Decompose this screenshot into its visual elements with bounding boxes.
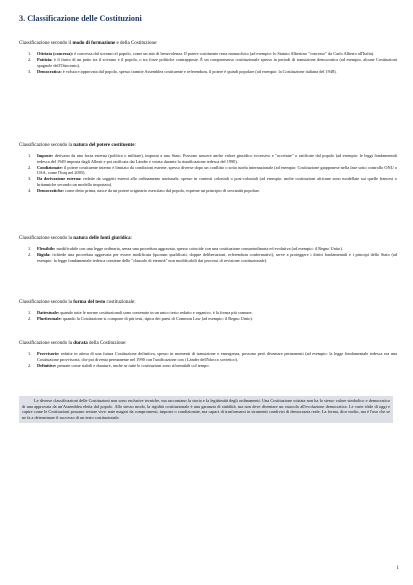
- section-intro: [19, 41, 397, 47]
- item-text: è voluta e approvata dal popolo, spesso tramite Assemblea costituente e referendum, il potere è quindi popolare (ad esempio: la Costituzione italiana del 1948).: [61, 68, 337, 74]
- list-item: [19, 363, 397, 369]
- item-number: 2.: [28, 252, 32, 258]
- list-item: [19, 51, 397, 57]
- item-text: è il frutto di un patto tra il sovrano e il popolo, o tra forze politiche contrapposte. È un compromesso costituzionale spesso in periodi di transizione democratica (ad esempio, alcune Costituzioni spagnole dell'Ottocento).: [37, 57, 397, 68]
- section-intro: [19, 341, 397, 347]
- item-number: 1.: [28, 351, 32, 357]
- intro-text: Classificazione secondo la: [19, 236, 74, 241]
- item-label: Imposte:: [37, 153, 54, 159]
- intro-criterion: durata: [73, 341, 88, 346]
- list-item: [19, 69, 397, 75]
- item-label: Flessibile:: [37, 246, 56, 252]
- item-number: 2.: [28, 164, 32, 170]
- list-item: [19, 165, 397, 176]
- page-title: 3. Classificazione delle Costituzioni: [19, 14, 142, 23]
- item-label: Democratiche:: [37, 187, 64, 193]
- item-number: 2.: [28, 362, 32, 368]
- intro-text: Classificazione secondo la: [19, 341, 74, 346]
- section-intro: [19, 143, 397, 149]
- intro-text-end: e della Costituzione:: [115, 41, 158, 46]
- item-number: 1.: [28, 153, 32, 159]
- section-formazione: [19, 41, 397, 75]
- item-label: Da derivazione esterna:: [37, 176, 82, 182]
- item-number: 4.: [28, 187, 32, 193]
- item-text: derivano da una forza esterna (politica o militare), imposta a uno Stato. Possono nascere anche valore giuridico eccessivo e "accettate" o ratificate dal popolo (ad esempio: le leggi fondamentali tedesca del 1949 imposta dagli Alleati e poi ratificata dai Länder e votata durante la riunificazione tedesca del 1990).: [37, 153, 397, 164]
- item-label: Definitive:: [37, 362, 57, 368]
- item-label: Pattizia:: [37, 57, 53, 63]
- item-text: richiede una procedura aggravata per essere modificata (quorum qualificati, doppie deliberazioni, referendum confermativi), serve a proteggere i diritti fondamentali e i principi dello Stato (ad esempio: la legge fondamentale tedesca contiene delle "clausole di eternità" non modificabili dai processi di revisione costituzionale).: [37, 252, 397, 263]
- item-label: Ottriata (concessa):: [37, 51, 74, 57]
- intro-text-end: della Costituzione:: [87, 341, 127, 346]
- item-number: 1.: [28, 51, 32, 57]
- intro-text: Classificazione secondo il: [19, 41, 73, 46]
- classification-list: [19, 51, 397, 74]
- item-text: come detto prima, nasce da un potere originario esercitato dal popolo, esprime un principio di sovranità popolare.: [63, 187, 261, 193]
- item-text: quando tutte le norme costituzionali sono contenute in un unico testo redatto e organico, è la forma più comune.: [59, 310, 253, 316]
- section-intro: [19, 236, 397, 242]
- intro-text-end: :: [134, 143, 136, 148]
- list-item: [19, 316, 397, 322]
- item-text: quando la Costituzione si compone di più testi, tipica dei paesi di Common Law (ad esempio: il Regno Unito).: [61, 316, 253, 322]
- intro-text-end: costituzionale:: [105, 300, 136, 305]
- item-text: pensate come stabili e durature, anche se tutte le costituzioni sono riformabili col tempo.: [56, 362, 210, 368]
- intro-criterion: forma del testo: [73, 300, 106, 305]
- list-item: [19, 57, 397, 68]
- list-item: [19, 188, 397, 194]
- page-number: 1: [396, 566, 399, 571]
- item-text: il potere costituente interno è limitato da condizioni esterne, spesso diverse dopo un conflitto o sotto tutela internazionale (ad esempio: Costituzione giapponese nella fase sotto controllo ONU o USA, come l'Iraq nel 2005).: [37, 164, 397, 176]
- item-label: Condizionate:: [37, 164, 63, 170]
- section-intro: [19, 300, 397, 306]
- item-text: è concessa dal sovrano al popolo, come un atto di benevolenza. Il potere costituente resta monarchico (ad esempio: lo Statuto Albertino "concesso" da Carlo Alberto all'Italia).: [73, 51, 375, 57]
- intro-criterion: modo di formazione: [72, 41, 116, 46]
- item-number: 3.: [28, 68, 32, 74]
- conclusion-note: Le diverse classificazioni delle Costituzioni non sono esclusive tecniche, ma raccontano la storia e la legittimità degli ordinamenti. Una Costituzione ottriata non ha lo stesso valore simbolico e democratico di una approvata da un'Assemblea eletta dal popolo. Allo stesso modo, la rigidità costituzionale è una garanzia di stabilità, ma non deve diventare un ostacolo all'evoluzione democratica. Le varie sfide di oggi e capire come le Costituzioni possano restare vive: nate magari da compromessi, imposte o condizionate, ma capaci di trasformarsi in strumenti condivisi di democrazia reale. La forma, dice molto, ma è l'uso che se ne fa a determinare il successo di un testo costituzionale.: [19, 396, 393, 423]
- item-number: 2.: [28, 316, 32, 322]
- item-text: redatte in attesa di una futura Costituzione definitiva, spesso in momenti di transizione o emergenza, possono però diventare permanenti (ad esempio: la legge fondamentale tedesca era una Costituzione provvisoria, che poi diventa permanente nel 1990 con l'unificazione con i Länder dell'blocco sovietico).: [37, 351, 397, 362]
- item-number: 1.: [28, 310, 32, 316]
- intro-criterion: natura del potere costituente: [73, 143, 135, 148]
- list-item: [19, 176, 397, 187]
- list-item: [19, 246, 397, 252]
- item-label: Provvisorie:: [37, 351, 60, 357]
- list-item: [19, 310, 397, 316]
- section-durata: [19, 341, 397, 369]
- classification-list: [19, 310, 397, 322]
- item-label: Democratica:: [37, 68, 62, 74]
- item-label: Dattestuale:: [37, 310, 60, 316]
- section-forma-testo: [19, 300, 397, 322]
- section-potere-costituente: [19, 143, 397, 194]
- item-number: 1.: [28, 246, 32, 252]
- item-label: Rigida:: [37, 252, 51, 258]
- list-item: [19, 252, 397, 263]
- intro-text-end: :: [130, 236, 133, 241]
- classification-list: [19, 153, 397, 193]
- section-fonti-giuridiche: [19, 236, 397, 264]
- list-item: [19, 351, 397, 362]
- item-number: 3.: [28, 176, 32, 182]
- intro-text: Classificazione secondo la: [19, 300, 74, 305]
- item-text: modificabile con una legge ordinaria, senza una procedura aggravata, spesso coincide con una costituzione consuetudinaria ed evolutiva (ad esempio: il Regno Unito).: [55, 246, 343, 252]
- item-label: Pluritestuale:: [37, 316, 62, 322]
- intro-criterion: natura delle fonti giuridica: [73, 236, 131, 241]
- list-item: [19, 153, 397, 164]
- item-text: redatte da soggetti esterni allo ordinamento nazionale, spesso in contesti coloniali o post-coloniali (ad esempio: molte costituzioni africane sono modellate sui quelle francesi o britanniche secondo un modello importato).: [37, 176, 397, 187]
- item-number: 2.: [28, 57, 32, 63]
- intro-text: Classificazione secondo la: [19, 143, 74, 148]
- classification-list: [19, 246, 397, 263]
- classification-list: [19, 351, 397, 368]
